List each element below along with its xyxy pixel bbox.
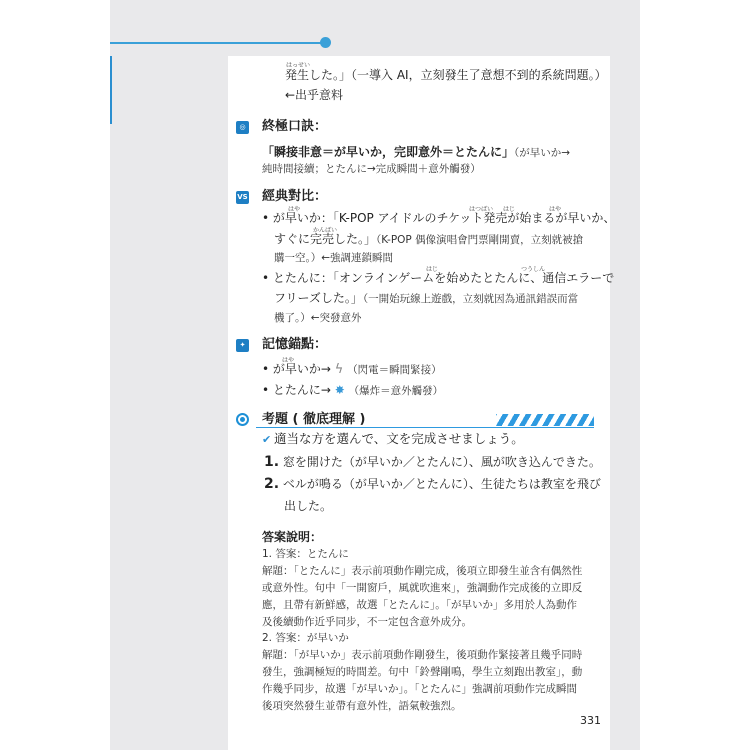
- slogan-tail: （が早いか→: [514, 147, 571, 159]
- ruby-haya-3: はや: [282, 357, 295, 364]
- question-2-line-2: 出した。: [284, 499, 333, 513]
- ex2-line-3: 機了。）←突發意外: [274, 312, 362, 324]
- page-number: 331: [580, 714, 601, 727]
- lightbulb-icon: ✦: [236, 339, 249, 352]
- answer-2-line-4: 後項突然發生並帶有意外性，語氣較強烈。: [262, 700, 462, 712]
- question-2-text: ベルが鳴る（が早いか／とたんに）、生徒たちは教室を飛び: [282, 477, 601, 491]
- check-icon: ✔: [262, 433, 272, 446]
- memory-item-2-label: • とたんに→: [262, 383, 331, 397]
- side-decor-bar: [110, 56, 112, 124]
- ruby-kanbai: かんばい: [313, 227, 338, 234]
- ruby-haya-1: はや: [288, 206, 301, 213]
- question-2: [264, 477, 601, 491]
- answer-2-line-3: 作幾乎同步，故選「が早いか」。「とたんに」強調前項動作完成瞬間: [262, 683, 577, 695]
- explosion-icon: ✸: [334, 383, 345, 397]
- exam-title: 考題 ( 徹底理解 ): [262, 412, 366, 427]
- intro-line-1: 発生した。」（一導入 AI，立刻發生了意想不到的系統問題。）: [285, 68, 607, 82]
- ex1-line-2-main: すぐに完売した。」: [274, 232, 377, 246]
- answer-2-label: 2. 答案：が早いか: [262, 632, 349, 644]
- ruby-haji-1: はじ: [503, 206, 516, 213]
- ex2-line-1: • とたんに：「オンラインゲームを始めたとたんに、通信エラーで: [262, 271, 615, 285]
- ex1-line-2: [274, 232, 583, 247]
- answer-1-line-4: 及後續動作近乎同步，不一定包含意外成分。: [262, 616, 472, 628]
- slogan-main: 「瞬接非意＝が早いか，完即意外＝とたんに」: [262, 145, 515, 159]
- slogan-line-1: [262, 145, 570, 160]
- answer-1-line-2: 或意外性。句中「一開窗戶，風就吹進來」，強調動作完成後的立即反: [262, 582, 583, 594]
- lightning-icon: ϟ: [334, 362, 344, 377]
- exam-underline: [256, 427, 594, 428]
- answer-1-line-1: 解題：「とたんに」表示前項動作剛完成，後項立即發生並含有偶然性: [262, 565, 583, 577]
- decor-stripes: [496, 414, 594, 426]
- question-1-number: 1.: [264, 454, 280, 470]
- question-1: [264, 455, 601, 469]
- answer-2-line-2: 發生，強調極短的時間差。句中「鈴聲剛鳴，學生立刻跑出教室」，動: [262, 666, 583, 678]
- memory-item-2-text: （爆炸＝意外觸發）: [348, 385, 444, 397]
- question-2-number: 2.: [264, 476, 280, 492]
- exam-instruction: 適当な方を選んで、文を完成させましょう。: [274, 431, 524, 446]
- memory-item-1: [262, 362, 442, 377]
- ruby-haji-2: はじ: [426, 266, 439, 273]
- ex1-line-1: • が早いか：「K-POP アイドルのチケット発売が始まるが早いか、: [262, 211, 616, 225]
- intro-line-2: ←出乎意料: [285, 88, 344, 102]
- book-page: [228, 56, 610, 750]
- memory-item-1-label: • が早いか→: [262, 362, 331, 376]
- memory-item-2: [262, 383, 443, 398]
- ex2-line-2: [274, 291, 578, 306]
- mnemonic-icon: ◎: [236, 121, 249, 134]
- answer-2-line-1: 解題：「が早いか」表示前項動作剛發生，後項動作緊接著且幾乎同時: [262, 649, 583, 661]
- slogan-heading: 終極口訣：: [262, 119, 328, 134]
- question-1-text: 窓を開けた（が早いか／とたんに）、風が吹き込んできた。: [282, 455, 601, 469]
- ex1-line-3: 購一空。）←強調連鎖瞬間: [274, 252, 394, 264]
- ex1-line-2-tail: （K-POP 偶像演唱會門票剛開賣，立刻就被搶: [376, 234, 584, 246]
- memory-heading: 記憶錨點：: [262, 337, 328, 352]
- target-icon: [236, 413, 249, 426]
- vs-icon: VS: [236, 191, 249, 204]
- top-decor-dot: [320, 37, 331, 48]
- answer-1-label: 1. 答案：とたんに: [262, 548, 349, 560]
- ruby-hassei: はっせい: [286, 62, 311, 69]
- ruby-tsuushin: つうしん: [521, 266, 546, 273]
- ex2-line-2-tail: （一開始玩線上遊戲，立刻就因為通訊錯誤而當: [362, 293, 579, 305]
- compare-heading: 經典對比：: [262, 189, 328, 204]
- top-decor-line: [110, 42, 324, 44]
- slogan-line-2: 純時間接續；とたんに→完成瞬間＋意外觸發）: [262, 163, 481, 175]
- ruby-hatsubai: はつばい: [469, 206, 494, 213]
- answer-1-line-3: 應，且帶有新鮮感，故選「とたんに」。「が早いか」多用於人為動作: [262, 599, 577, 611]
- ruby-haya-2: はや: [549, 206, 562, 213]
- memory-item-1-text: （閃電＝瞬間緊接）: [347, 364, 442, 376]
- answers-heading: 答案說明：: [262, 530, 323, 544]
- ex2-line-2-main: フリーズした。」: [274, 291, 363, 305]
